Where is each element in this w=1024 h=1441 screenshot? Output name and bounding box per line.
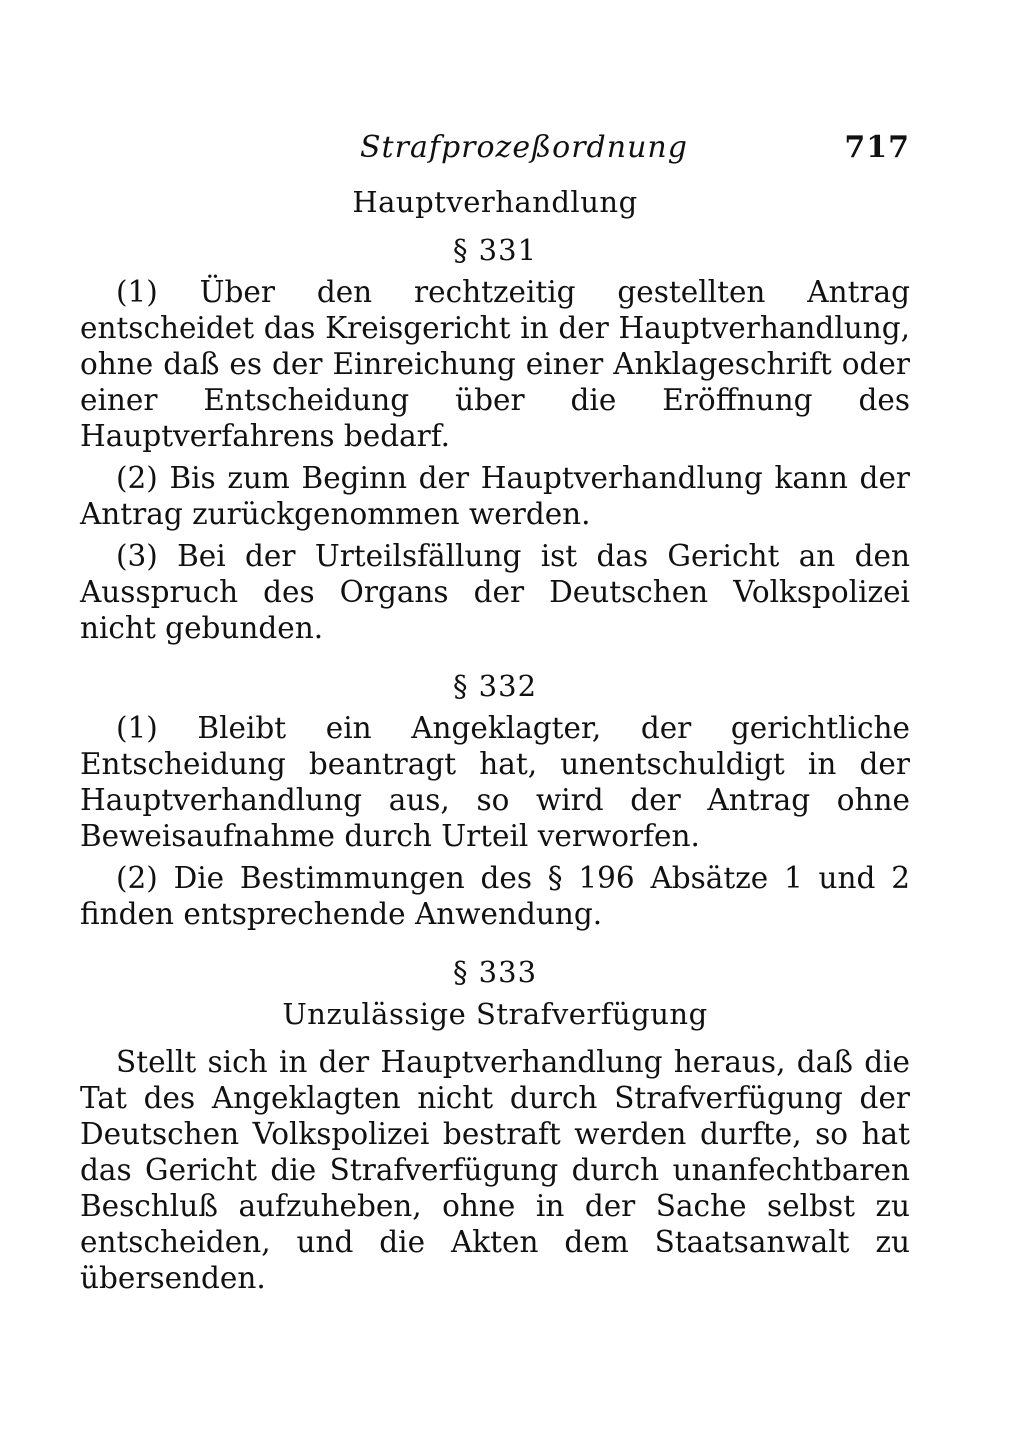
book-page [80, 130, 910, 1296]
section-332 [80, 668, 910, 932]
section-title: Unzulässige Strafverfügung [282, 997, 708, 1031]
paragraph: (2) Bis zum Beginn der Hauptverhandlung kann der Antrag zurückgenommen werden. [80, 461, 910, 531]
paragraph: (1) Bleibt ein Angeklagter, der gerichtliche Entscheidung beantragt hat, unentschuldigt in der Hauptverhandlung aus, so wird der Antrag ohne Beweisaufnahme durch Urteil verworfen. [80, 711, 910, 853]
paragraph: (1) Über den rechtzeitig gestellten Antrag entscheidet das Kreisgericht in der Hauptverhandlung, ohne daß es der Einreichung einer Anklageschrift oder einer Entscheidung über die Eröffnung des Hauptverfahrens bedarf. [80, 275, 910, 453]
running-head [80, 130, 910, 178]
chapter-heading: Hauptverhandlung [352, 185, 638, 219]
paragraph: Stellt sich in der Hauptverhandlung heraus, daß die Tat des Angeklagten nicht durch Strafverfügung der Deutschen Volkspolizei bestraft werden durfte, so hat das Gericht die Strafverfügung durch unanfechtbaren Beschluß aufzuheben, ohne in der Sache selbst zu entscheiden, und die Akten dem Staatsanwalt zu übersenden. [80, 1045, 910, 1295]
section-number: § 332 [452, 669, 538, 703]
section-331 [80, 232, 910, 646]
paragraph: (2) Die Bestimmungen des § 196 Absätze 1 und 2 finden entsprechende Anwendung. [80, 861, 910, 931]
page-number: 717 [844, 130, 910, 165]
running-title: Strafprozeßordnung [360, 130, 688, 165]
paragraph: (3) Bei der Urteilsfällung ist das Gericht an den Ausspruch des Organs der Deutschen Volkspolizei nicht gebunden. [80, 539, 910, 645]
section-333 [80, 954, 910, 1296]
section-number: § 331 [452, 233, 538, 267]
section-number: § 333 [452, 955, 538, 989]
